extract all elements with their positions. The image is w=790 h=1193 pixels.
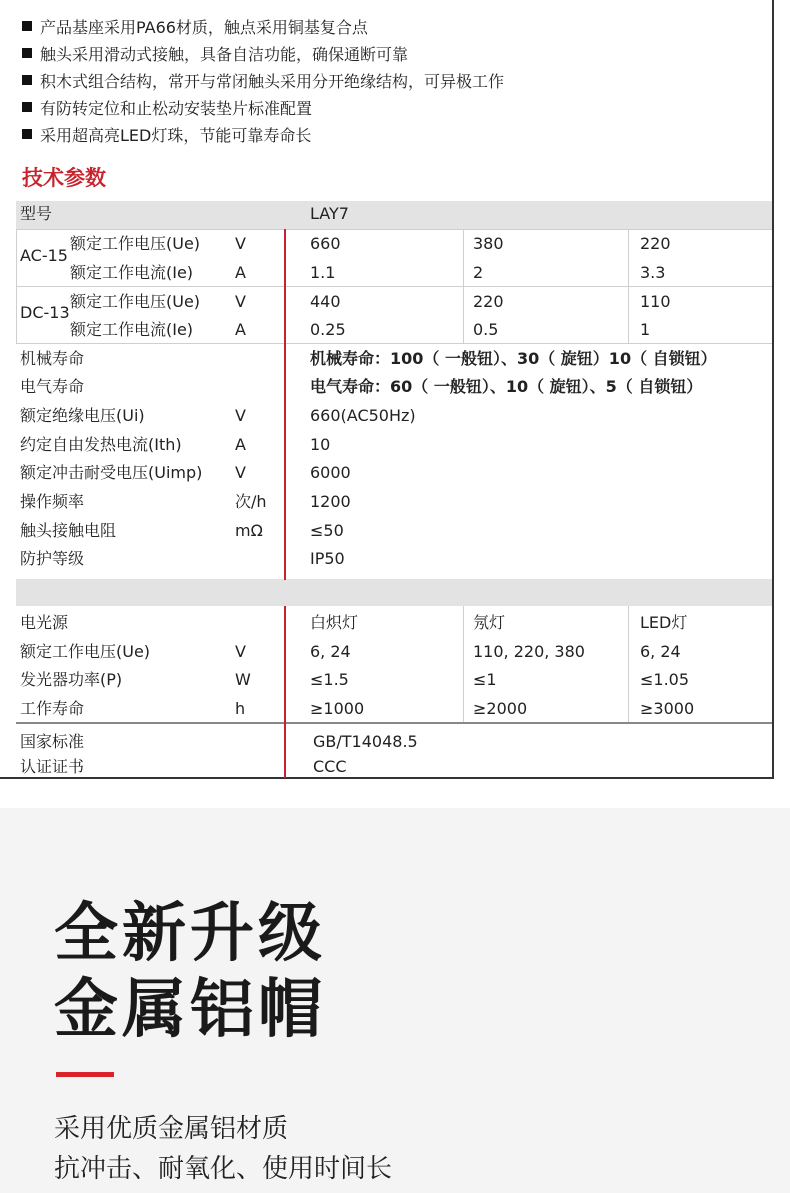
value-cell: GB/T14048.5 [313,732,418,751]
unit-label: A [235,320,246,339]
frame-bottom-border [0,777,774,779]
param-label: 工作寿命 [20,699,85,718]
param-label: 发光器功率(P) [20,670,123,689]
value-cell: 1.1 [310,263,336,282]
value-cell: ≤1.05 [640,670,690,689]
param-label: 电光源 [20,613,69,632]
param-label: 机械寿命 [20,349,85,368]
dc13-group-label: DC-13 [20,303,70,322]
section-title: 技术参数 [22,166,106,190]
frame-right-border [772,0,774,778]
feature-text: 产品基座采用PA66材质，触点采用铜基复合点 [40,17,368,37]
upgrade-banner [0,808,790,1193]
param-label: 约定自由发热电流(Ith) [20,435,182,454]
value-cell: 6000 [310,463,351,482]
param-label: 额定冲击耐受电压(Uimp) [20,463,203,482]
value-cell: 6, 24 [640,642,681,661]
value-cell: 电气寿命：60（ 一般钮）、10（ 旋钮）、5（ 自锁钮） [310,377,703,396]
param-label: 额定绝缘电压(Ui) [20,406,145,425]
param-label: 电气寿命 [20,377,85,396]
description-line-1: 采用优质金属铝材质 [54,1114,289,1144]
unit-label: V [235,463,246,482]
value-cell: CCC [313,757,347,776]
headline-line-2: 金属铝帽 [54,973,326,1047]
value-cell: ≥3000 [640,699,695,718]
value-cell: 110 [640,292,671,311]
value-cell: ≤50 [310,521,344,540]
value-cell: 白炽灯 [310,613,359,632]
param-label: 额定工作电流(Ie) [70,320,194,339]
feature-item [22,95,312,119]
param-label: 操作频率 [20,492,85,511]
value-cell: 10 [310,435,331,454]
accent-bar [56,1072,114,1077]
value-cell: 220 [640,234,671,253]
feature-item [22,14,368,38]
value-cell: 3.3 [640,263,666,282]
column-divider [628,606,629,722]
feature-item [22,41,408,65]
value-cell: ≤1 [473,670,497,689]
value-cell: 110, 220, 380 [473,642,585,661]
feature-item [22,122,311,146]
value-cell: 2 [473,263,484,282]
value-cell: ≤1.5 [310,670,349,689]
unit-label: A [235,435,246,454]
description-line-2: 抗冲击、耐氧化、使用时间长 [54,1154,393,1184]
value-cell: LED灯 [640,613,688,632]
unit-label: 次/h [235,492,267,511]
param-label: 触头接触电阻 [20,521,117,540]
model-value: LAY7 [310,204,349,223]
value-cell: ≥1000 [310,699,365,718]
value-cell: 440 [310,292,341,311]
feature-text: 采用超高亮LED灯珠，节能可靠寿命长 [40,125,312,145]
unit-label: mΩ [235,521,263,540]
unit-label: A [235,263,246,282]
unit-label: h [235,699,246,718]
value-cell: 660(AC50Hz) [310,406,416,425]
square-bullet-icon [22,75,32,85]
param-label: 认证证书 [20,757,85,776]
row-divider [16,343,772,344]
column-divider-red [284,606,286,778]
separator-band [16,579,772,606]
param-label: 额定工作电压(Ue) [70,234,201,253]
column-divider [628,229,629,344]
param-label: 额定工作电压(Ue) [70,292,201,311]
unit-label: V [235,406,246,425]
value-cell: 0.25 [310,320,346,339]
feature-text: 积木式组合结构，常开与常闭触头采用分开绝缘结构，可异极工作 [40,71,505,91]
group-border [16,229,17,287]
column-divider [463,606,464,722]
value-cell: 660 [310,234,341,253]
feature-text: 有防转定位和止松动安装垫片标准配置 [40,98,313,118]
row-divider [16,229,772,230]
feature-item [22,68,504,92]
model-header-band [16,201,772,229]
unit-label: V [235,234,246,253]
headline-line-1: 全新升级 [54,897,326,971]
feature-text: 触头采用滑动式接触，具备自洁功能，确保通断可靠 [40,44,409,64]
value-cell: 1200 [310,492,351,511]
row-divider [16,286,772,287]
row-divider [16,722,772,724]
value-cell: 0.5 [473,320,499,339]
value-cell: 机械寿命：100（ 一般钮）、30（ 旋钮）10（ 自锁钮） [310,349,717,368]
value-cell: 380 [473,234,504,253]
square-bullet-icon [22,48,32,58]
value-cell: IP50 [310,549,345,568]
unit-label: V [235,292,246,311]
model-label: 型号 [20,204,53,223]
square-bullet-icon [22,21,32,31]
ac15-group-label: AC-15 [20,246,68,265]
value-cell: 氖灯 [473,613,506,632]
unit-label: V [235,642,246,661]
value-cell: 1 [640,320,651,339]
square-bullet-icon [22,129,32,139]
value-cell: 220 [473,292,504,311]
unit-label: W [235,670,251,689]
value-cell: ≥2000 [473,699,528,718]
param-label: 额定工作电流(Ie) [70,263,194,282]
param-label: 防护等级 [20,549,85,568]
param-label: 额定工作电压(Ue) [20,642,151,661]
value-cell: 6, 24 [310,642,351,661]
column-divider [463,229,464,344]
param-label: 国家标准 [20,732,85,751]
square-bullet-icon [22,102,32,112]
group-border [16,286,17,344]
column-divider-red [284,229,286,580]
